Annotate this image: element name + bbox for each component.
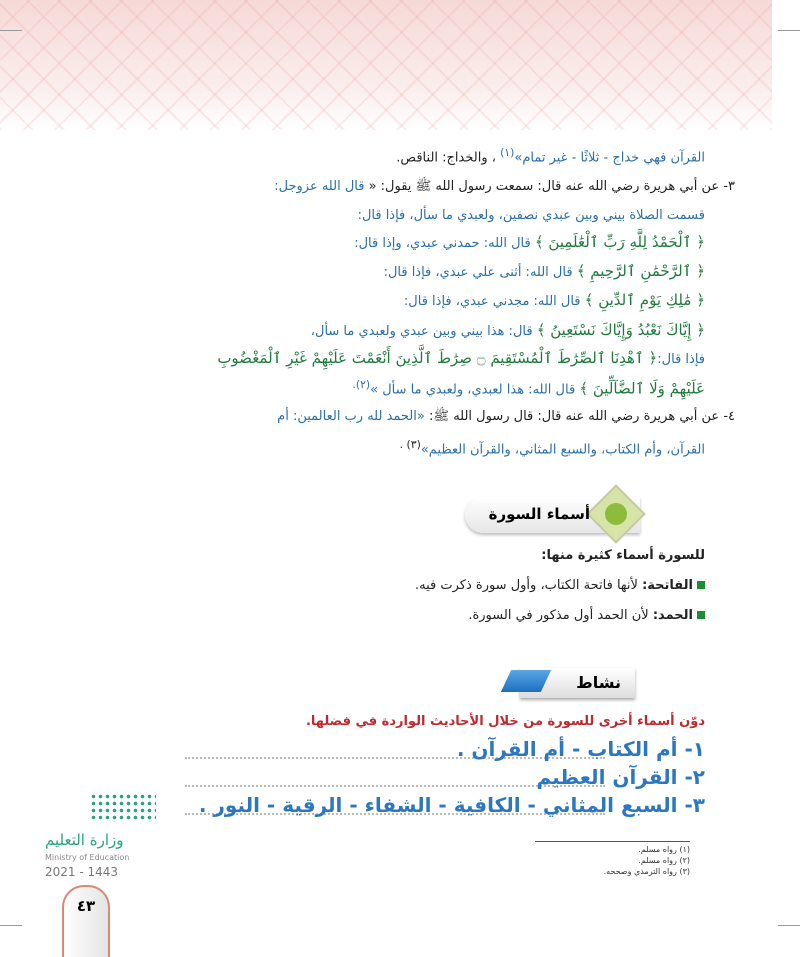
hadith-text: قال الله: مجدني عبدي، فإذا قال: [403, 294, 581, 309]
hadith-text: ٣- عن أبي هريرة رضي الله عنه قال: سمعت رسول الله ﷺ يقول: « [368, 179, 735, 194]
hadith-3-line-1 [274, 178, 735, 197]
octagram-icon [586, 484, 645, 543]
footnote: (٣) رواه الترمذي وصححه. [603, 867, 690, 876]
names-intro: للسورة أسماء كثيرة منها: [541, 548, 705, 563]
footnote-ref: (٣) . [399, 438, 421, 451]
intro-text: القرآن فهي خداج - ثلاثًا - غير تمام» [514, 150, 705, 166]
hadith-text: قال الله: حمدني عبدي، وإذا قال: [354, 236, 531, 251]
hadith-4-line-1 [277, 408, 735, 427]
hadith-text: قال الله: أثنى علي عبدي، فإذا قال: [383, 265, 573, 280]
footnote-divider [535, 841, 690, 842]
quran-verse: ﴿ إِيَّاكَ نَعْبُدُ وَإِيَّاكَ نَسْتَعِينُ ﴾ [536, 321, 705, 339]
quran-verse: عَلَيْهِمْ وَلَا ٱلضَّآلِّينَ ﴾ [579, 379, 705, 398]
quran-verse: ﴿ مَٰلِكِ يَوْمِ ٱلدِّينِ ﴾ [584, 291, 705, 309]
hadith-4-line-2 [400, 438, 705, 457]
name-desc: لأنها فاتحة الكتاب، وأول سورة ذكرت فيه. [414, 578, 638, 593]
crop-mark [0, 30, 22, 31]
names-item [468, 608, 705, 623]
page-number: ٤٣ [76, 897, 96, 915]
name-term: الحمد: [652, 608, 693, 623]
logo-english: Ministry of Education [45, 853, 130, 862]
answer-1: ١- أم الكتاب - أم القرآن . [456, 737, 705, 761]
activity-prompt: دوّن أسماء أخرى للسورة من خلال الأحاديث الواردة في فضلها. [305, 714, 705, 729]
activity-flag-icon [501, 670, 551, 692]
quran-verse: ﴿ ٱلْحَمْدُ لِلَّهِ رَبِّ ٱلْعَٰلَمِينَ ﴾ [534, 233, 705, 251]
activity-title: نشاط [576, 673, 621, 692]
hadith-3-line-7 [217, 349, 705, 367]
quran-verse: ﴿ ٱهْدِنَا ٱلصِّرَٰطَ ٱلْمُسْتَقِيمَ ۝ صِرَٰطَ ٱلَّذِينَ أَنْعَمْتَ عَلَيْهِمْ غَيْرِ ٱلْمَغْضُوبِ [217, 349, 658, 367]
hadith-3-line-3 [354, 233, 705, 251]
section-title: أسماء السورة [488, 505, 590, 523]
hadith-quote: القرآن، وأم الكتاب، والسبع المثاني، والقرآن العظيم» [420, 442, 705, 458]
footnote-ref: (٢). [352, 378, 371, 391]
page-number-tab [62, 885, 110, 957]
square-bullet-icon [697, 611, 705, 619]
logo-year: 2021 - 1443 [45, 865, 119, 879]
decorative-header-pattern [0, 0, 772, 130]
names-item [415, 578, 705, 593]
crop-mark [0, 925, 22, 926]
activity-header [520, 668, 635, 698]
intro-rest: ، والخداج: الناقص. [396, 150, 496, 166]
hadith-3-line-6 [311, 321, 705, 339]
square-bullet-icon [697, 581, 705, 589]
answer-2: ٢- القرآن العظيم [536, 765, 705, 789]
hadith-3-line-4 [384, 262, 705, 280]
crop-mark [778, 30, 800, 31]
footnote: (١) رواه مسلم. [638, 845, 690, 854]
dots-emblem-icon [90, 793, 156, 821]
hadith-3-line-5 [404, 291, 705, 309]
footnote-ref: (١) [500, 146, 515, 159]
section-header-names [465, 497, 640, 533]
hadith-quote: قال الله عزوجل: [274, 179, 365, 194]
crop-mark [778, 925, 800, 926]
intro-line [396, 146, 705, 165]
hadith-3-line-8 [352, 378, 705, 397]
name-desc: لأن الحمد أول مذكور في السورة. [468, 608, 649, 623]
hadith-text: فإذا قال: [657, 352, 705, 367]
footnote: (٢) رواه مسلم. [638, 856, 690, 865]
logo-arabic: وزارة التعليم [45, 831, 124, 849]
hadith-text: ٤- عن أبي هريرة رضي الله عنه قال: قال رسول الله ﷺ: [428, 409, 735, 424]
hadith-quote: «الحمد لله رب العالمين: أم [277, 409, 425, 424]
answer-3: ٣- السبع المثاني - الكافية - الشفاء - الرقية - النور . [198, 793, 705, 817]
name-term: الفاتحة: [642, 578, 693, 593]
hadith-text: قال الله: هذا لعبدي، ولعبدي ما سأل » [370, 382, 576, 398]
hadith-text: قال: هذا بيني وبين عبدي ولعبدي ما سأل، [310, 324, 533, 339]
hadith-3-line-2: قسمت الصلاة بيني وبين عبدي نصفين، ولعبدي ما سأل، فإذا قال: [357, 208, 705, 223]
quran-verse: ﴿ ٱلرَّحْمَٰنِ ٱلرَّحِيمِ ﴾ [576, 262, 705, 280]
